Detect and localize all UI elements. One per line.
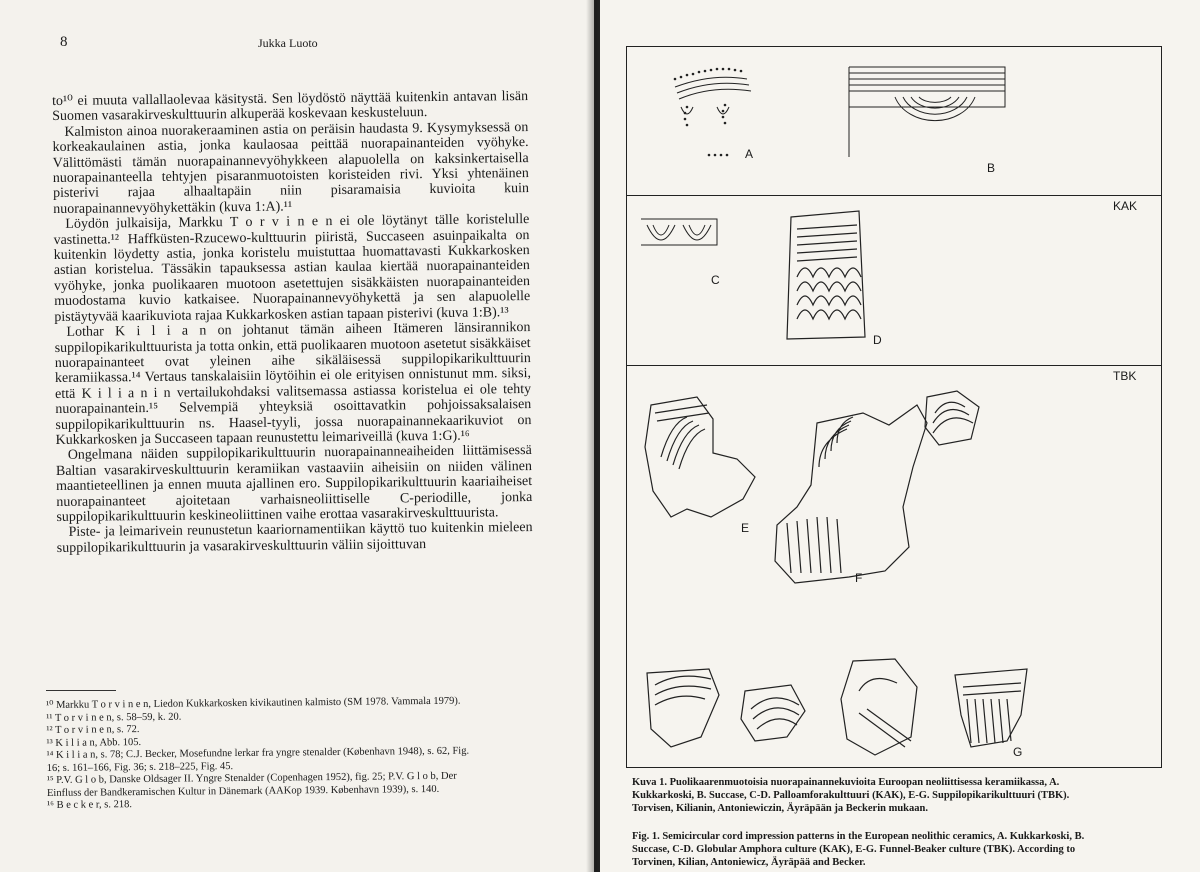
sherd-b-drawing: [849, 67, 1005, 157]
footnote: ¹⁰ Markku T o r v i n e n, Liedon Kukkarkosken kivikautinen kalmisto (SM 1978. Vammala 1979).: [46, 695, 461, 711]
footnote: ¹⁵ P.V. G l o b, Danske Oldsager II. Yngre Stenalder (Copenhagen 1952), fig. 25; P.V. G l o b, Der: [46, 770, 457, 786]
sherd-c-drawing: [641, 219, 717, 245]
running-head: Jukka Luoto: [258, 36, 318, 50]
figure-drawings: [627, 47, 1161, 767]
paragraph: Kalmiston ainoa nuorakeraaminen astia on peräisin haudasta 9. Kysymyksessä on korkeakaulainen astia, jonka kaulaosaa peittää nuorapainanteiden vyöhyke. Välittömästi tämän nuorapainannevyöhykkeen alapuolella on kaksinkertaisella nuorapainanteella tehtyjen pisaranmuotoisten koristeiden rivi. Yksi yhtenäinen pisterivi rajaa alhaaltapäin niin pisaramaisia kuvioita kuin nuorapainannevyöhykettäkin (kuva 1:A).¹¹: [52, 119, 530, 217]
figure-label-e: E: [741, 521, 750, 535]
footnote: ¹¹ T o r v i n e n, s. 58–59, k. 20.: [46, 711, 182, 724]
footnote: Einfluss der Bandkeramischen Kultur in Dänemark (AAKop 1939. København 1939), s. 140.: [46, 783, 440, 799]
sherd-d-drawing: [787, 211, 865, 339]
paragraph: Piste- ja leimarivein reunustetun kaariornamentiikan käyttö tuo kuitenkin mieleen suppilopikarikulttuurin ja vasarakirveskulttuurin väliin sijoittuvan: [56, 520, 533, 556]
figure-label-d: D: [873, 333, 882, 347]
page-number: 8: [60, 34, 68, 50]
figure-label-g: G: [1013, 745, 1023, 759]
figure-label-b: B: [987, 161, 996, 175]
footnote: 16; s. 161–166, Fig. 36; s. 218–225, Fig. 45.: [46, 760, 234, 774]
figure-caption-english: Fig. 1. Semicircular cord impression patterns in the European neolithic ceramics, A. Kukkarkoski, B. Succase, C-D. Globular Amphora culture (KAK), E-G. Funnel-Beaker culture (TBK). According to Torvinen, Kilian, Antoniewicz, Äyräpää and Becker.: [632, 831, 1085, 868]
sherd-g-drawing: [647, 659, 1027, 755]
paragraph: Ongelmana näiden suppilopikarikulttuurin nuorapainanneaiheiden liittämisessä Baltian vasarakirveskulttuurin keramiikan vastaaviin aiheisiin on niiden välinen maantieteellinen ja ennen muuta ajallinen ero. Suppilopikarikulttuurin kaariaiheiset nuorapainanteet ajoitetaan varhaisneoliittiselle C-periodille, jonka suppilopikarikulttuurin keskineoliittinen vaihe erottaa vasarakirveskulttuurista.: [55, 443, 533, 525]
figure-frame: [626, 46, 1162, 768]
section-tag-kak: KAK: [1113, 199, 1138, 213]
sherd-a-drawing: [674, 68, 751, 157]
figure-label-a: A: [745, 147, 754, 161]
footnotes: [46, 695, 527, 813]
paragraph: Löydön julkaisija, Markku T o r v i n e n ei ole löytänyt tälle koristelulle vastinetta.¹² Haffküsten-Rzucewo-kulttuurin piiristä, Succaseen asuinpaikalta on kuitenkin löydetty astia, jonka koristelu muistuttaa huomattavasti Kukkarkosken astian koristelua. Tässäkin tapauksessa astian kaulaa kiertää nuorapainanteiden vyöhyke, jonka puolikaaren muotoon asetettujen sisäkkäisten nuorapainanteiden muodostama kuvio katkaisee. Nuorapainannevyöhykettä ja sen alapuolelle pistäytyvää kaarikuviota rajaa Kukkarkosken astian tapaan pisterivi (kuva 1:B).¹³: [53, 212, 531, 325]
paragraph: Lothar K i l i a n on johtanut tämän aiheen Itämeren länsirannikon suppilopikarikulttuurista ja totta onkin, että puolikaaren muotoon asetetut sisäkkäiset nuorapainanteet ovat yleinen aihe sikäläisessä suppilopikarikulttuurin keramiikassa.¹⁴ Vertaus tanskalaisiin löytöihin ei ole erityisen onnistunut mm. siksi, että K i l i a n i n vertailukohdaksi valitsemassa astiassa koristelua ei ole tehty nuorapainantein.¹⁵ Selvempiä yhteyksiä osoittavatkin pohjoissaksalaisen suppilopikarikulttuurin ns. Haasel-tyyli, jossa nuorapainannekaarikuviot on Kukkarkosken ja Succaseen tapaan reunustettu leimariveillä (kuva 1:G).¹⁶: [54, 320, 532, 448]
left-page: [0, 0, 594, 872]
section-tag-tbk: TBK: [1113, 369, 1137, 383]
figure-caption-finnish: Kuva 1. Puolikaarenmuotoisia nuorapainannekuvioita Euroopan neoliittisessa keramiikassa, A. Kukkarkoski, B. Succase, C-D. Palloamforakulttuuri (KAK), E-G. Suppilopikarikulttuuri (TBK). Torvisen, Kilianin, Antoniewiczin, Äyräpään ja Beckerin mukaan.: [632, 777, 1070, 814]
sherd-f-drawing: [775, 391, 979, 583]
footnote: ¹³ K i l i a n, Abb. 105.: [46, 736, 142, 749]
footnote: ¹⁶ B e c k e r, s. 218.: [47, 799, 133, 811]
sherd-e-drawing: [645, 397, 755, 517]
paragraph: to¹⁰ ei muuta vallallaolevaa käsitystä. Sen löydöstö näyttää kuitenkin antavan lisän Suomen vasarakirveskulttuurin alkuperää koskevaan keskusteluun.: [52, 89, 529, 125]
footnote-rule: [46, 690, 116, 691]
figure-label-f: F: [855, 571, 863, 585]
footnote: ¹⁴ K i l i a n, s. 78; C.J. Becker, Mosefundne lerkar fra yngre stenalder (København 1948), s. 62, Fig.: [46, 745, 470, 761]
footnote: ¹² T o r v i n e n, s. 72.: [46, 724, 140, 736]
figure-label-c: C: [711, 273, 720, 287]
body-text: [52, 89, 533, 556]
